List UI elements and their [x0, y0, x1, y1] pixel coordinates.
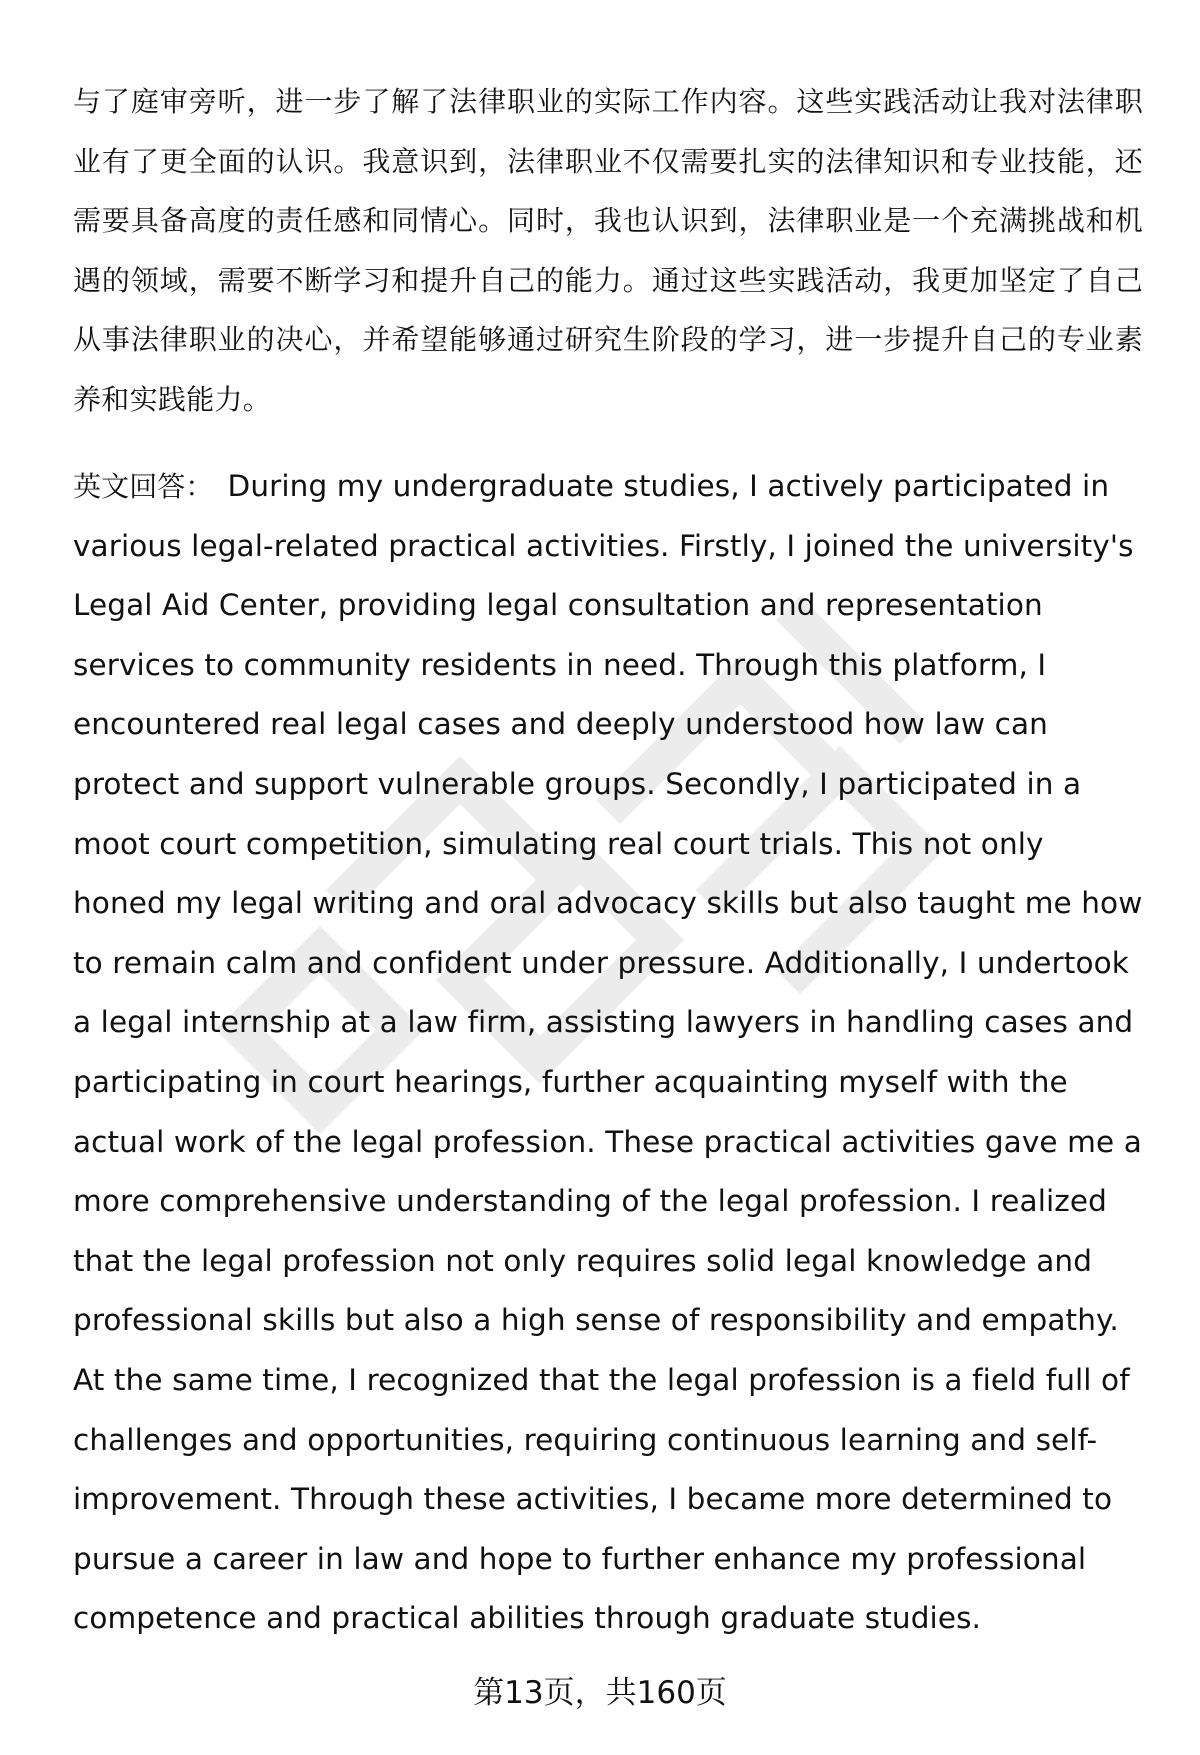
english-answer-paragraph: [73, 457, 1143, 1649]
english-answer-label: 英文回答：: [73, 470, 214, 503]
page-number-footer: 第13页，共160页: [473, 1675, 727, 1711]
english-answer-text: During my undergraduate studies, I actively participated in various legal-related practical activities. Firstly, I joined the university's Legal Aid Center, providing legal consultation and representation services to community residents in need. Through this platform, I encountered real legal cases and deeply understood how law can protect and support vulnerable groups. Secondly, I participated in a moot court competition, simulating real court trials. This not only honed my legal writing and oral advocacy skills but also taught me how to remain calm and confident under pressure. Additionally, I undertook a legal internship at a law firm, assisting lawyers in handling cases and participating in court hearings, further acquainting myself with the actual work of the legal profession. These practical activities gave me a more comprehensive understanding of the legal profession. I realized that the legal profession not only requires solid legal knowledge and professional skills but also a high sense of responsibility and empathy. At the same time, I recognized that the legal profession is a field full of challenges and opportunities, requiring continuous learning and self-improvement. Through these activities, I became more determined to pursue a career in law and hope to further enhance my professional competence and practical abilities through graduate studies.: [73, 469, 1143, 1636]
chinese-answer-paragraph: 与了庭审旁听，进一步了解了法律职业的实际工作内容。这些实践活动让我对法律职业有了更全面的认识。我意识到，法律职业不仅需要扎实的法律知识和专业技能，还需要具备高度的责任感和同情心。同时，我也认识到，法律职业是一个充满挑战和机遇的领域，需要不断学习和提升自己的能力。通过这些实践活动，我更加坚定了自己从事法律职业的决心，并希望能够通过研究生阶段的学习，进一步提升自己的专业素养和实践能力。: [73, 85, 1143, 416]
body-text: [73, 72, 1143, 1649]
